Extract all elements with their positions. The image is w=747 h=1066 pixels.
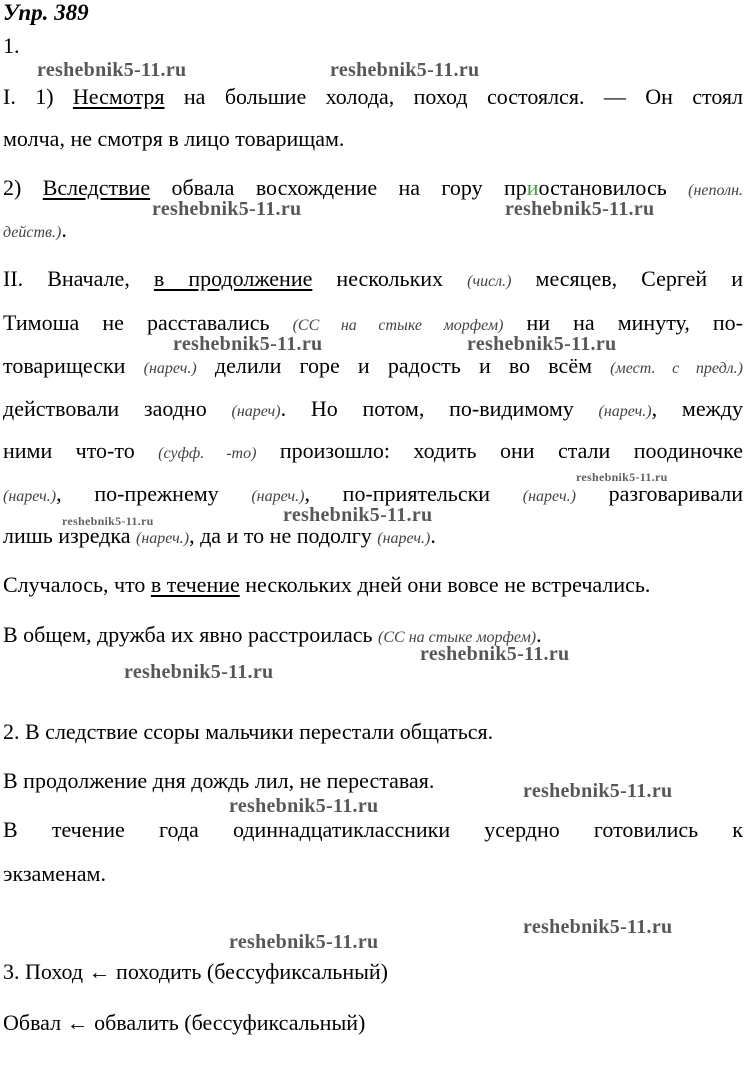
paragraph-3-line-1 xyxy=(3,266,743,295)
underlined-word: в течение xyxy=(150,572,240,597)
text: остановилось xyxy=(538,175,689,200)
grammar-note: (неполн. xyxy=(688,182,744,199)
paragraph-1-line-2: молча, не смотря в лицо товарищам. xyxy=(3,126,345,151)
grammar-note: (нареч.) xyxy=(598,403,652,420)
text: товарищески xyxy=(3,353,144,378)
text: нескольких xyxy=(312,266,468,291)
grammar-note: (нареч.) xyxy=(251,488,305,505)
watermark-text: reshebnik5-11.ru xyxy=(173,333,323,355)
watermark-text: reshebnik5-11.ru xyxy=(330,59,480,81)
paragraph-1-line-1 xyxy=(3,84,743,110)
text: нескольких дней они вовсе не встречались. xyxy=(239,572,651,597)
text: делили горе и радость и во всём xyxy=(196,353,611,378)
underlined-word: Вследствие xyxy=(42,175,151,200)
text: месяцев, Сергей и xyxy=(511,266,743,291)
text: . Но потом, по-видимому xyxy=(280,396,599,421)
section-3-line-1: 3. Поход ← походить (бессуфиксальный) xyxy=(3,959,388,984)
grammar-note: (нареч.) xyxy=(143,360,197,377)
watermark-text: reshebnik5-11.ru xyxy=(37,59,187,81)
underlined-word: Несмотря xyxy=(72,84,165,109)
watermark-text: reshebnik5-11.ru xyxy=(152,198,302,220)
section-2-line-1: 2. В следствие ссоры мальчики перестали общаться. xyxy=(3,719,494,744)
text: . xyxy=(430,523,436,548)
grammar-note: действ.) xyxy=(3,224,62,241)
text: действовали заодно xyxy=(3,396,232,421)
watermark-text: reshebnik5-11.ru xyxy=(467,333,617,355)
watermark-text: reshebnik5-11.ru xyxy=(229,795,379,817)
paragraph-5 xyxy=(3,622,743,651)
text: Случалось, что xyxy=(3,572,151,597)
text: , по-прежнему xyxy=(56,481,252,506)
paragraph-2-line-2 xyxy=(3,217,743,246)
paragraph-3-line-4 xyxy=(3,396,743,425)
text: Тимоша не расставались xyxy=(3,310,293,335)
paragraph-4 xyxy=(3,572,743,598)
watermark-text: reshebnik5-11.ru xyxy=(229,931,379,953)
section-2-line-3: В течение года одиннадцатиклассники усердно готовились к xyxy=(3,817,743,842)
text: разговаривали xyxy=(575,481,743,506)
grammar-note: (нареч) xyxy=(231,403,281,420)
text: ними что-то xyxy=(3,438,159,463)
grammar-note: (СС на стыке морфем) xyxy=(292,317,504,334)
text: обвала восхождение на гору пр xyxy=(150,175,527,200)
grammar-note: (нареч.) xyxy=(135,530,190,547)
text: лишь изредка xyxy=(3,523,136,548)
watermark-text: reshebnik5-11.ru xyxy=(505,198,655,220)
watermark-text: reshebnik5-11.ru xyxy=(576,470,668,484)
text: В общем, дружба их явно расстроилась xyxy=(3,622,379,647)
text: I. 1) xyxy=(3,84,73,109)
paragraph-3-line-3 xyxy=(3,353,743,382)
grammar-note: (числ.) xyxy=(467,273,512,290)
text: . xyxy=(61,217,67,242)
text: , по-приятельски xyxy=(304,481,523,506)
grammar-note: (суфф. -то) xyxy=(158,445,257,462)
text: произошло: ходить они стали поодиночке xyxy=(256,438,744,463)
grammar-note: (мест. с предл.) xyxy=(610,360,743,377)
text: ни на минуту, по- xyxy=(503,310,743,335)
underlined-word: в продолжение xyxy=(153,266,313,291)
text: II. Вначале, xyxy=(3,266,154,291)
text: , да и то не подолгу xyxy=(189,523,378,548)
paragraph-3-line-5 xyxy=(3,438,743,467)
watermark-text: reshebnik5-11.ru xyxy=(523,780,673,802)
section-1-number: 1. xyxy=(3,33,20,58)
grammar-note: (нареч.) xyxy=(522,488,576,505)
paragraph-3-line-2 xyxy=(3,310,743,339)
section-2-line-2: В продолжение дня дождь лил, не переставая. xyxy=(3,768,435,793)
exercise-title: Упр. 389 xyxy=(3,0,89,25)
watermark-text: reshebnik5-11.ru xyxy=(283,504,433,526)
section-2-line-4: экзаменам. xyxy=(3,861,106,886)
watermark-text: reshebnik5-11.ru xyxy=(523,916,673,938)
watermark-text: reshebnik5-11.ru xyxy=(420,643,570,665)
watermark-text: reshebnik5-11.ru xyxy=(62,514,154,528)
highlighted-letter: и xyxy=(526,175,539,200)
text: на большие холода, поход состоялся. — Он стоял xyxy=(164,84,744,109)
text: . xyxy=(536,622,542,647)
section-3-line-2: Обвал ← обвалить (бессуфиксальный) xyxy=(3,1010,366,1035)
watermark-text: reshebnik5-11.ru xyxy=(124,661,274,683)
text: 2) xyxy=(3,175,43,200)
grammar-note: (СС на стыке морфем) xyxy=(378,629,537,646)
grammar-note: (нареч.) xyxy=(3,488,57,505)
text: , между xyxy=(651,396,743,421)
grammar-note: (нареч.) xyxy=(377,530,431,547)
